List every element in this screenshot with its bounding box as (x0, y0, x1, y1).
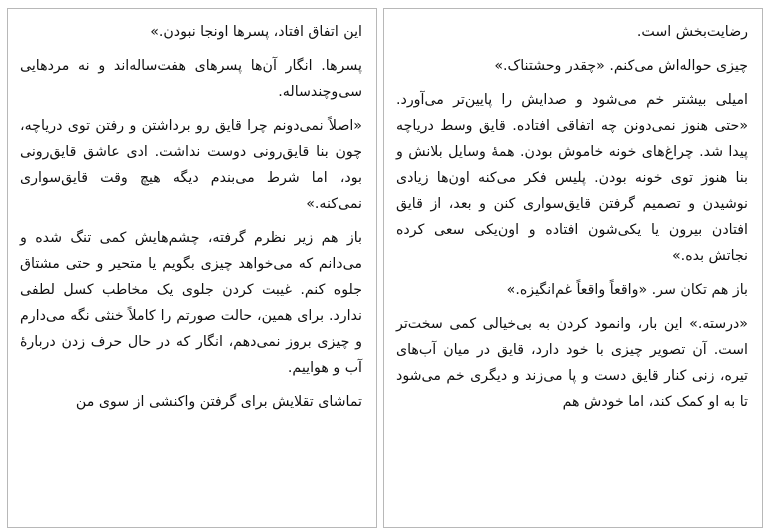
right-page-text (384, 9, 762, 415)
paragraph: امیلی بیشتر خم می‌شود و صدایش را پایین‌تر می‌آورد. «حتی هنوز نمی‌دونن چه اتفاقی افتاده. قایق وسط دریاچه پیدا شد. چراغ‌های خونه خاموش بودن. همهٔ وسایل بلانش و بنا هنوز توی خونه بودن. پلیس فکر می‌کنه اون‌ها زیادی نوشیدن و تصمیم گرفتن قایق‌سواری کنن و بعد، از قایق افتادن بیرون یا یکی‌شون افتاده و اون‌یکی سعی کرده نجاتش بده.» (396, 92, 748, 264)
paragraph: چیزی حواله‌اش می‌کنم. «چقدر وحشتناک.» (494, 58, 748, 74)
paragraph: «اصلاً نمی‌دونم چرا قایق رو برداشتن و رفتن توی دریاچه، چون بنا قایق‌رونی دوست نداشت. ادی عاشق قایق‌رونی بود، اما شرط می‌بندم دیگه هیچ وقت قایق‌سواری نمی‌کنه.» (20, 118, 362, 212)
paragraph: تماشای تقلایش برای گرفتن واکنشی از سوی من (75, 394, 362, 410)
right-page (383, 8, 763, 528)
left-page (7, 8, 377, 528)
paragraph: باز هم زیر نظرم گرفته، چشم‌هایش کمی تنگ شده و می‌دانم که می‌خواهد چیزی بگویم یا متحیر و حتی مشتاق جلوه کنم. غیبت کردن جلوی یک مخاطب کسل لطفی ندارد. برای همین، حالت صورتم را کاملاً خنثی نگه می‌دارم و چیزی بروز نمی‌دهم، انگار که در حال حرف زدن دربارهٔ آب و هواییم. (20, 230, 362, 376)
paragraph: باز هم تکان سر. «واقعاً واقعاً غم‌انگیزه.» (506, 282, 748, 298)
paragraph: پسرها. انگار آن‌ها پسرهای هفت‌ساله‌اند و نه مردهایی سی‌وچندساله. (20, 58, 362, 100)
left-page-text (8, 9, 376, 415)
paragraph: «درسته.» این بار، وانمود کردن به بی‌خیالی کمی سخت‌تر است. آن تصویر چیزی با خود دارد، قایق در میان آب‌های تیره، زنی کنار قایق دست و پا می‌زند و دیگری خم می‌شود تا به او کمک کند، اما خودش هم (396, 316, 748, 410)
paragraph: این اتفاق افتاد، پسرها اونجا نبودن.» (150, 24, 362, 40)
paragraph: رضایت‌بخش است. (636, 24, 748, 40)
